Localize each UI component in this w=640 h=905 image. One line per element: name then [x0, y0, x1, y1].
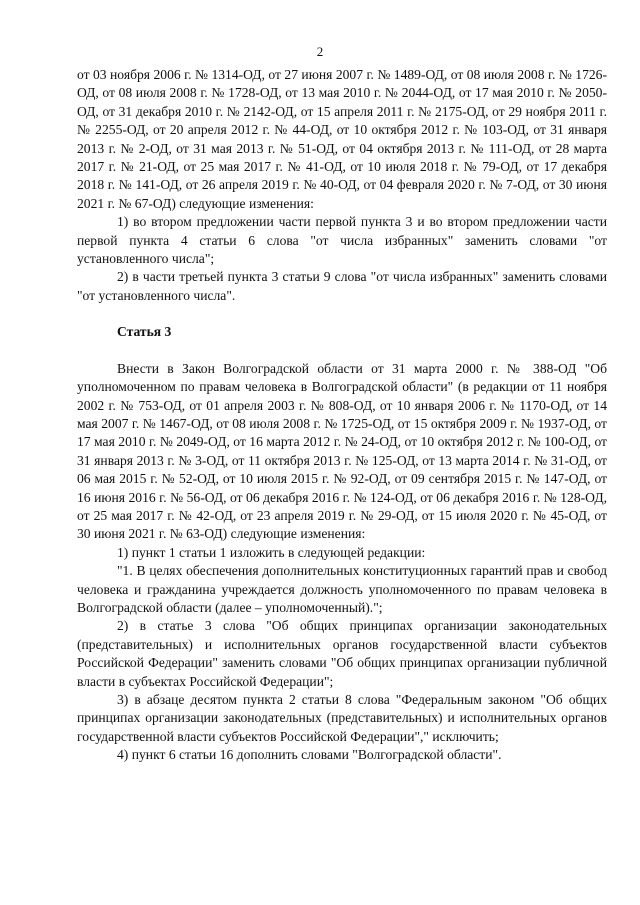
paragraph-article-item-4: 4) пункт 6 статьи 16 дополнить словами "Волгоградской области". — [117, 747, 502, 763]
paragraph-item-2: 2) в части третьей пункта 3 статьи 9 слова "от числа избранных" заменить словами "от установленного числа". — [77, 269, 607, 303]
paragraph-amendments-list: от 03 ноября 2006 г. № 1314-ОД, от 27 июня 2007 г. № 1489-ОД, от 08 июля 2008 г. № 1726-ОД, от 08 июля 2008 г. № 1728-ОД, от 13 мая 2010 г. № 2044-ОД, от 17 мая 2010 г. № 2050-ОД, от 31 декабря 2010 г. № 2142-ОД, от 15 апреля 2011 г. № 2175-ОД, от 29 ноября 2011 г. № 2255-ОД, от 20 апреля 2012 г. № 44-ОД, от 10 октября 2012 г. № 103-ОД, от 31 января 2013 г. № 2-ОД, от 31 мая 2013 г. № 51-ОД, от 04 октября 2013 г. № 111-ОД, от 28 марта 2017 г. № 21-ОД, от 25 мая 2017 г. № 41-ОД, от 10 июля 2018 г. № 79-ОД, от 17 декабря 2018 г. № 141-ОД, от 26 апреля 2019 г. № 40-ОД, от 04 февраля 2020 г. № 7-ОД, от 30 июня 2021 г. № 67-ОД) следующие изменения: — [77, 67, 607, 211]
paragraph-article-item-3: 3) в абзаце десятом пункта 2 статьи 8 слова "Федеральным законом "Об общих принципах организации законодательных (представительных) и исполнительных органов государственной власти субъектов Российской Федерации"," исключить; — [77, 692, 607, 744]
paragraph-article-intro: Внести в Закон Волгоградской области от 31 марта 2000 г. № 388-ОД "Об уполномоченном по правам человека в Волгоградской области" (в редакции от 11 ноября 2002 г. № 753-ОД, от 01 апреля 2003 г. № 808-ОД, от 10 января 2006 г. № 1170-ОД, от 14 мая 2007 г. № 1467-ОД, от 08 июля 2008 г. № 1725-ОД, от 15 октября 2009 г. № 1937-ОД, от 17 мая 2010 г. № 2049-ОД, от 16 марта 2012 г. № 24-ОД, от 10 октября 2012 г. № 100-ОД, от 31 января 2013 г. № 3-ОД, от 11 октября 2013 г. № 125-ОД, от 13 марта 2014 г. № 31-ОД, от 06 мая 2015 г. № 52-ОД, от 10 июля 2015 г. № 92-ОД, от 09 сентября 2015 г. № 147-ОД, от 16 июня 2016 г. № 56-ОД, от 06 декабря 2016 г. № 124-ОД, от 06 декабря 2016 г. № 128-ОД, от 25 мая 2017 г. № 42-ОД, от 23 апреля 2019 г. № 29-ОД, от 15 июля 2020 г. № 45-ОД, от 30 июня 2021 г. № 63-ОД) следующие изменения: — [77, 360, 607, 542]
paragraph-article-quote: "1. В целях обеспечения дополнительных конституционных гарантий прав и свобод человека и гражданина учреждается должность уполномоченного по правам человека в Волгоградской области (далее – уполномоченный)."; — [77, 563, 607, 615]
paragraph-article-item-2: 2) в статье 3 слова "Об общих принципах организации законодательных (представительных) и исполнительных органов государственной власти субъектов Российской Федерации" заменить словами "Об общих принципах организации публичной власти в субъектах Российской Федерации"; — [77, 618, 607, 689]
spacer — [77, 305, 607, 323]
paragraph-article-item-1: 1) пункт 1 статьи 1 изложить в следующей редакции: — [117, 544, 426, 560]
document-body — [77, 66, 607, 765]
paragraph-item-1: 1) во втором предложении части первой пункта 3 и во втором предложении части первой пункта 4 статьи 6 слова "от числа избранных" заменить словами "от установленного числа"; — [77, 214, 607, 267]
page-number: 2 — [316, 44, 324, 59]
article-heading: Статья 3 — [117, 324, 172, 340]
spacer — [77, 342, 607, 360]
